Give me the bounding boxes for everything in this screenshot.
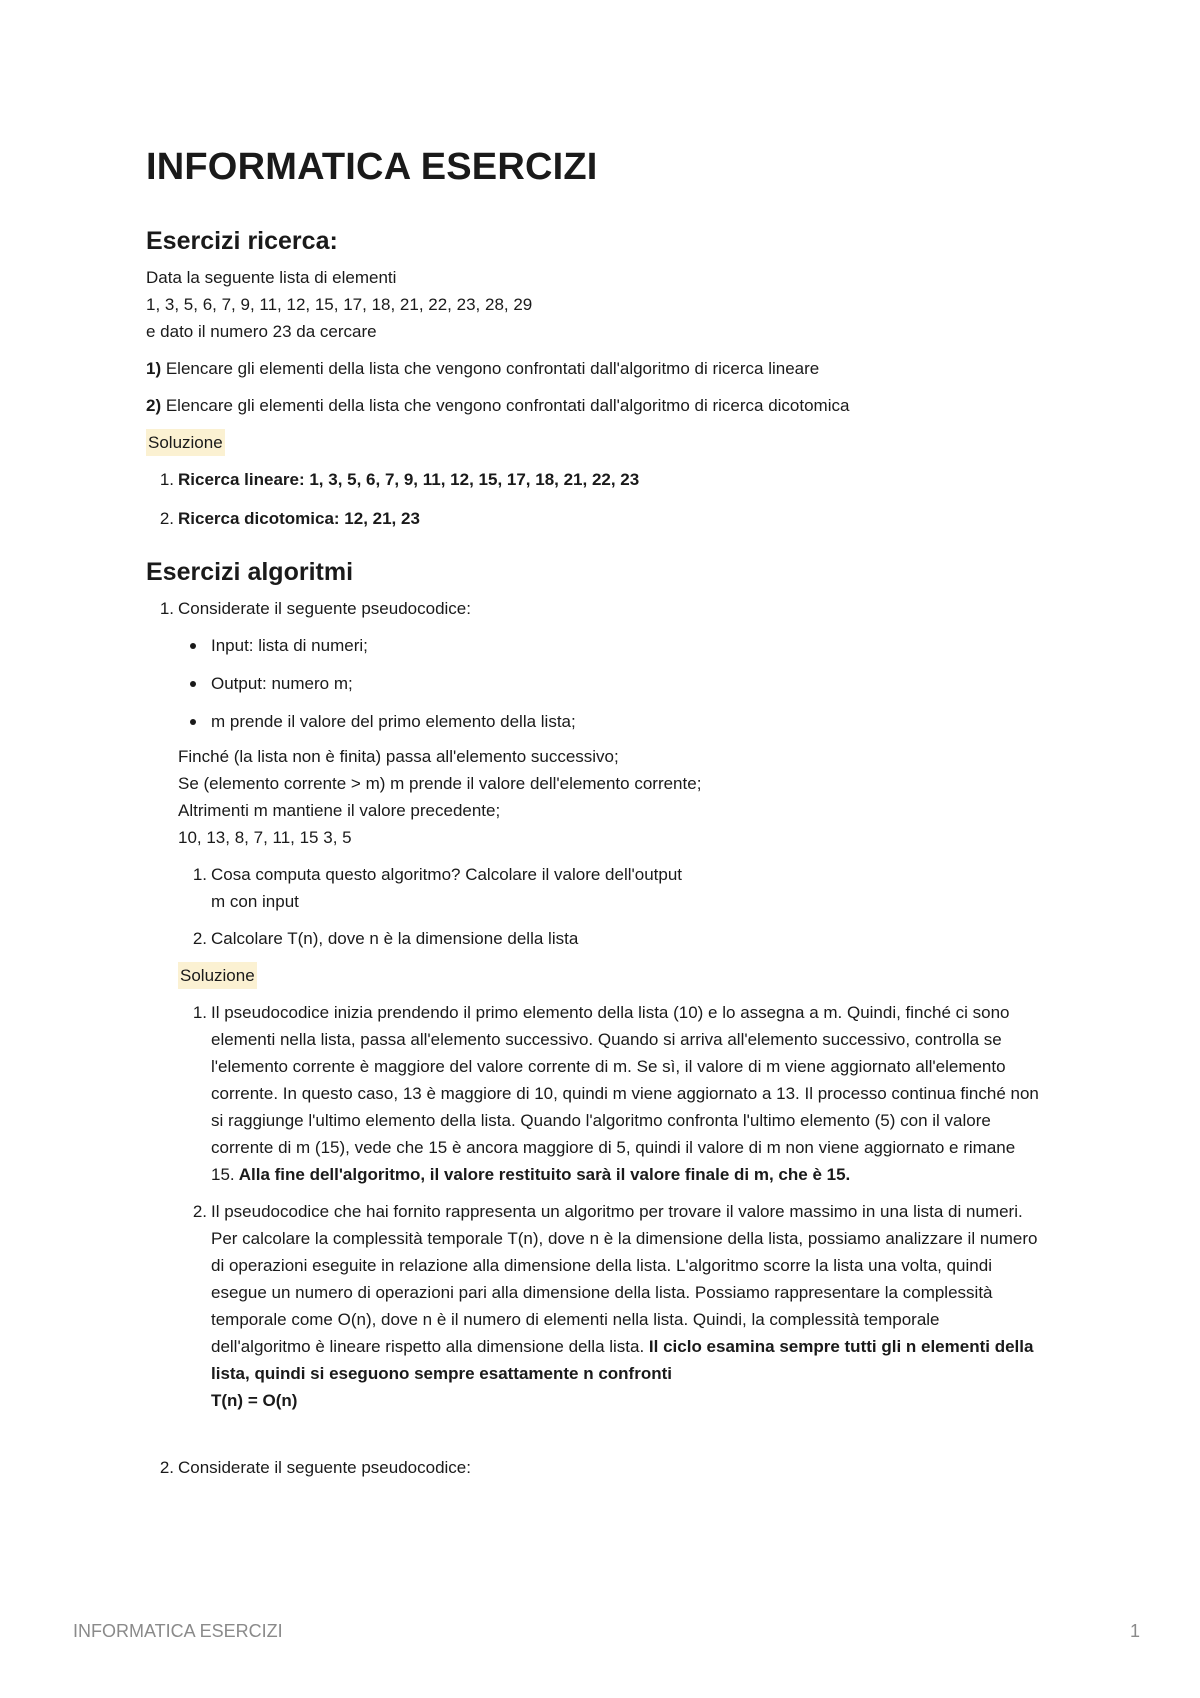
bullet-dot [190, 643, 196, 649]
question-item [192, 861, 1066, 915]
code-line: 10, 13, 8, 7, 11, 15 3, 5 [178, 828, 352, 847]
section-heading-algoritmi: Esercizi algoritmi [146, 558, 354, 586]
bullet-text: m prende il valore del primo elemento della lista; [211, 712, 576, 731]
solution-text: Il pseudocodice che hai fornito rappresenta un algoritmo per trovare il valore massimo in una lista di numeri. Per calcolare la complessità temporale T(n), dove n è la dimensione della lista, possiamo analizzare il numero di operazioni eseguite in relazione alla dimensione della lista. L'algoritmo scorre la lista una volta, quindi esegue un numero di operazioni pari alla dimensione della lista. Possiamo rappresentare la complessità temporale come O(n), dove n è il numero di elementi nella lista. Quindi, la complessità temporale dell'algoritmo è lineare rispetto alla dimensione della lista. [211, 1202, 1038, 1356]
bullet-item [211, 670, 1066, 697]
question-2 [146, 392, 1066, 419]
bullet-text: Input: lista di numeri; [211, 636, 368, 655]
question-1-text: Elencare gli elementi della lista che vengono confrontati dall'algoritmo di ricerca lineare [161, 359, 820, 378]
answer-item [159, 505, 1066, 532]
question-line: Cosa computa questo algoritmo? Calcolare il valore dell'output [211, 865, 683, 884]
page-title: INFORMATICA ESERCIZI [146, 146, 598, 188]
solution-label [146, 429, 1066, 456]
solution-item [192, 999, 1041, 1188]
code-line: Finché (la lista non è finita) passa all'elemento successivo; [178, 747, 619, 766]
page-number: 1 [1129, 1621, 1140, 1641]
question-item [192, 925, 1066, 952]
answer-text: Ricerca lineare: 1, 3, 5, 6, 7, 9, 11, 12, 15, 17, 18, 21, 22, 23 [178, 470, 640, 489]
answer-marker: 2. [159, 509, 174, 528]
bullet-item [211, 708, 1066, 735]
answer-text: Ricerca dicotomica: 12, 21, 23 [178, 509, 420, 528]
ricerca-answers [159, 466, 1066, 532]
solution-conclusion: Il ciclo esamina sempre tutti gli n elementi della lista, quindi si eseguono sempre esattamente n confronti [211, 1337, 1034, 1383]
exercise-text: Considerate il seguente pseudocodice: [178, 599, 471, 618]
solution-item [192, 1198, 1041, 1414]
exercise-item-2 [159, 1454, 1066, 1481]
intro-target: e dato il numero 23 da cercare [146, 322, 377, 341]
code-line: Altrimenti m mantiene il valore precedente; [178, 801, 501, 820]
intro-list: 1, 3, 5, 6, 7, 9, 11, 12, 15, 17, 18, 21, 22, 23, 28, 29 [146, 295, 533, 314]
bullet-text: Output: numero m; [211, 674, 353, 693]
algoritmi-list [159, 595, 1066, 1481]
section-algoritmi [146, 558, 1066, 1481]
exercise-marker: 2. [159, 1458, 174, 1477]
exercise-text: Considerate il seguente pseudocodice: [178, 1458, 471, 1477]
ricerca-intro [146, 264, 1066, 345]
document-page [146, 146, 1066, 1481]
bullet-dot [190, 719, 196, 725]
solution-marker: 2. [192, 1202, 207, 1221]
solution-formula: T(n) = O(n) [211, 1391, 298, 1410]
bullet-item [211, 632, 1066, 659]
pseudocode-body [178, 743, 1066, 851]
section-heading-ricerca: Esercizi ricerca: [146, 227, 338, 255]
bullet-dot [190, 681, 196, 687]
footer-title: INFORMATICA ESERCIZI [73, 1621, 283, 1641]
intro-line: Data la seguente lista di elementi [146, 268, 397, 287]
question-1 [146, 355, 1066, 382]
question-marker: 2. [192, 929, 207, 948]
exercise-item-1 [159, 595, 1066, 1414]
pseudocode-bullets [211, 632, 1066, 735]
answer-marker: 1. [159, 470, 174, 489]
answer-item [159, 466, 1066, 493]
exercise-questions [192, 861, 1066, 952]
solution-highlight: Soluzione [178, 962, 257, 989]
exercise-marker: 1. [159, 599, 174, 618]
question-marker: 1. [192, 865, 207, 884]
question-line: Calcolare T(n), dove n è la dimensione della lista [211, 929, 579, 948]
question-2-text: Elencare gli elementi della lista che vengono confrontati dall'algoritmo di ricerca dicotomica [161, 396, 850, 415]
question-1-number: 1) [146, 359, 162, 378]
question-line: m con input [211, 892, 299, 911]
code-line: Se (elemento corrente > m) m prende il valore dell'elemento corrente; [178, 774, 702, 793]
exercise-solutions [192, 999, 1041, 1414]
section-ricerca [146, 227, 1066, 532]
solution-highlight: Soluzione [146, 429, 225, 456]
solution-label-2 [178, 962, 1066, 989]
solution-text: Il pseudocodice inizia prendendo il primo elemento della lista (10) e lo assegna a m. Quindi, finché ci sono elementi nella lista, passa all'elemento successivo. Quando si arriva all'elemento successivo, controlla se l'elemento corrente è maggiore del valore corrente di m. Se sì, il valore di m viene aggiornato all'elemento corrente. In questo caso, 13 è maggiore di 10, quindi m viene aggiornato a 13. Il processo continua finché non si raggiunge l'ultimo elemento della lista. Quando l'algoritmo confronta l'ultimo elemento (5) con il valore corrente di m (15), vede che 15 è ancora maggiore di 5, quindi il valore di m non viene aggiornato e rimane 15. [211, 1003, 1039, 1184]
solution-conclusion: Alla fine dell'algoritmo, il valore restituito sarà il valore finale di m, che è 15. [234, 1165, 851, 1184]
solution-marker: 1. [192, 1003, 207, 1022]
question-2-number: 2) [146, 396, 162, 415]
